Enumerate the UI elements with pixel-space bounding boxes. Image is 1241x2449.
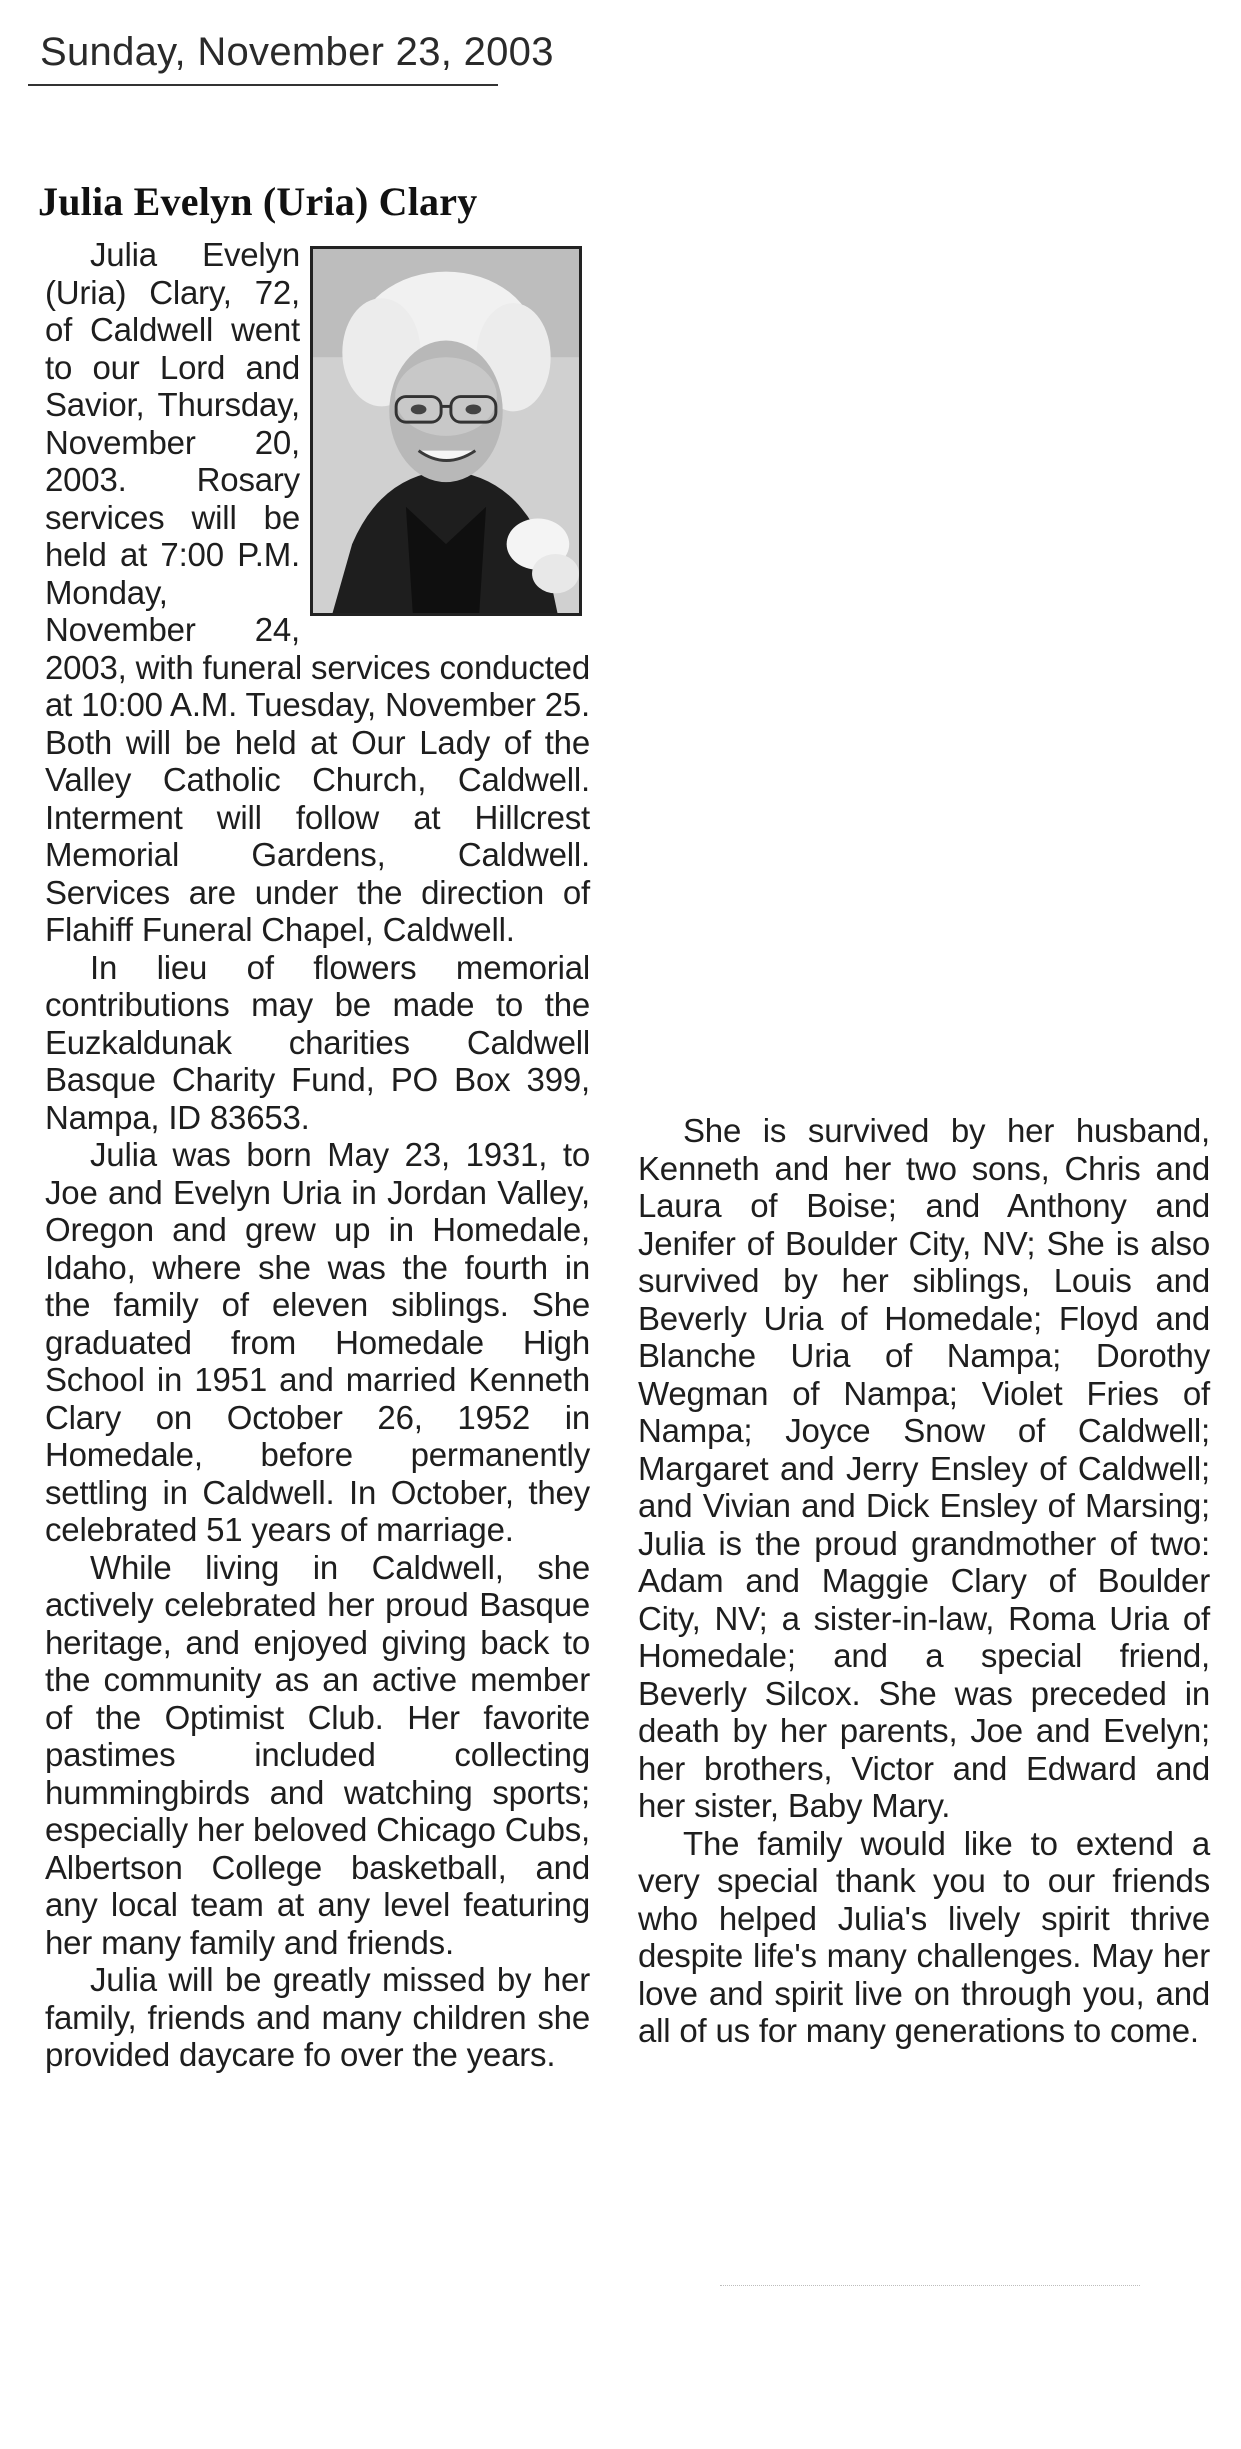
- paragraph-memorial: In lieu of flowers memorial contributions may be made to the Euzkaldunak charities Caldwell Basque Charity Fund, PO Box 399, Nampa, ID 83653.: [45, 948, 590, 1136]
- dateline: Sunday, November 23, 2003: [40, 30, 554, 74]
- paragraph-services: Julia Evelyn (Uria) Clary, 72, of Caldwell went to our Lord and Savior, Thursday, November 20, 2003. Rosary services will be held at 7:00 P.M. Monday, November 24, 2003, with funeral services conducted at 10:00 A.M. Tuesday, November 25. Both will be held at Our Lady of the Valley Catholic Church, Caldwell. Interment will follow at Hillcrest Memorial Gardens, Caldwell. Services are under the direction of Flahiff Funeral Chapel, Caldwell.: [45, 236, 590, 948]
- paragraph-thanks: The family would like to extend a very special thank you to our friends who helped Julia's lively spirit thrive despite life's many challenges. May her love and spirit live on through you, and all of us for many generations to come.: [638, 1824, 1210, 2049]
- paragraph-survivors: She is survived by her husband, Kenneth and her two sons, Chris and Laura of Boise; and Anthony and Jenifer of Boulder City, NV; She is also survived by her siblings, Louis and Beverly Uria of Homedale; Floyd and Blanche Uria of Nampa; Dorothy Wegman of Nampa; Violet Fries of Nampa; Joyce Snow of Caldwell; Margaret and Jerry Ensley of Caldwell; and Vivian and Dick Ensley of Marsing; Julia is the proud grandmother of two: Adam and Maggie Clary of Boulder City, NV; a sister-in-law, Roma Uria of Homedale; and a special friend, Beverly Silcox. She was preceded in death by her parents, Joe and Evelyn; her brothers, Victor and Edward and her sister, Baby Mary.: [638, 1112, 1210, 1824]
- paragraph-missed: Julia will be greatly missed by her family, friends and many children she provided daycare fo over the years.: [45, 1961, 590, 2073]
- left-column: [45, 236, 590, 2074]
- dateline-rule: [28, 84, 498, 86]
- right-column: [638, 1112, 1210, 2050]
- obituary-headline: Julia Evelyn (Uria) Clary: [38, 179, 478, 224]
- portrait-photo-image: [313, 249, 579, 613]
- paragraph-interests: While living in Caldwell, she actively celebrated her proud Basque heritage, and enjoyed giving back to the community as an active member of the Optimist Club. Her favorite pastimes included collecting hummingbirds and watching sports; especially her beloved Chicago Cubs, Albertson College basketball, and any local team at any level featuring her many family and friends.: [45, 1548, 590, 1961]
- paragraph-biography: Julia was born May 23, 1931, to Joe and Evelyn Uria in Jordan Valley, Oregon and grew up in Homedale, Idaho, where she was the fourth in the family of eleven siblings. She graduated from Homedale High School in 1951 and married Kenneth Clary on October 26, 1952 in Homedale, before permanently settling in Caldwell. In October, they celebrated 51 years of marriage.: [45, 1136, 590, 1548]
- column-end-rule: [720, 2285, 1140, 2286]
- portrait-photo: [310, 246, 582, 616]
